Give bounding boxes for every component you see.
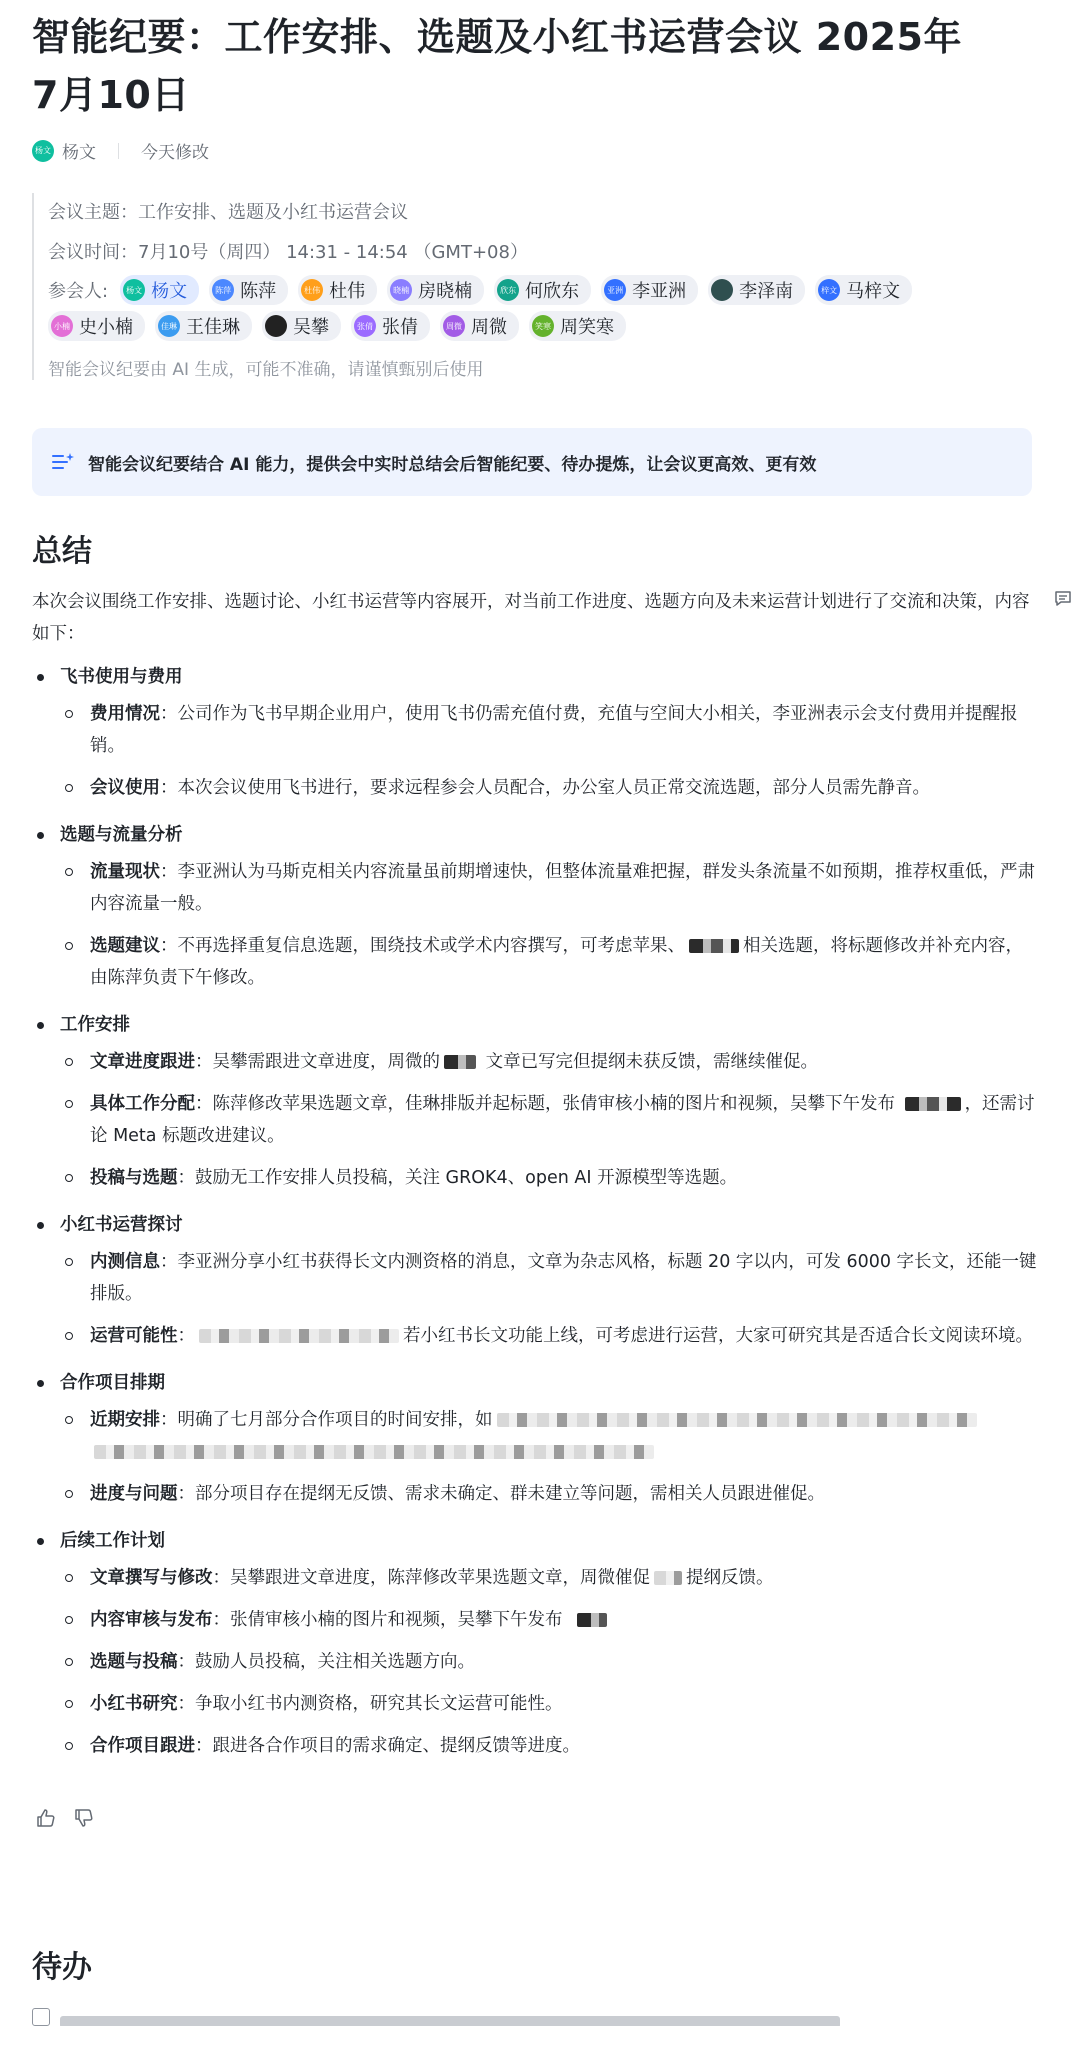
attendee-avatar: 亚洲 — [604, 279, 626, 301]
attendee-avatar: 杜伟 — [301, 279, 323, 301]
list-item: 选题建议：不再选择重复信息选题，围绕技术或学术内容撰写，可考虑苹果、 相关选题，将标题修改并补充内容，由陈萍负责下午修改。 — [60, 930, 1040, 994]
attendee-name: 杜伟 — [329, 281, 366, 302]
attendee-avatar: 陈萍 — [212, 279, 234, 301]
attendee-chip[interactable] — [155, 311, 252, 341]
attendee-chip[interactable] — [529, 311, 626, 341]
attendee-chip[interactable] — [440, 311, 519, 341]
attendee-avatar — [265, 315, 287, 337]
modified-time: 今天修改 — [141, 143, 209, 163]
meeting-info — [32, 193, 1048, 380]
redacted-text — [94, 1445, 654, 1459]
section-partner-projects: 合作项目排期 近期安排：明确了七月部分合作项目的时间安排，如 进度与问题：部分项目存在提纲无反馈、需求未确定、群未建立等问题，需相关人员跟进催促。 — [32, 1362, 1048, 1510]
attendee-name: 李泽南 — [739, 281, 794, 302]
thumbs-down-icon[interactable] — [74, 1808, 94, 1828]
attendee-name: 马梓文 — [846, 281, 901, 302]
attendee-name: 史小楠 — [79, 317, 133, 338]
summary-intro: 本次会议围绕工作安排、选题讨论、小红书运营等内容展开，对当前工作进度、选题方向及未来运营计划进行了交流和决策，内容如下： — [32, 586, 1032, 650]
redacted-text — [689, 939, 739, 953]
meeting-topic: 会议主题：工作安排、选题及小红书运营会议 — [48, 202, 408, 223]
redacted-text — [577, 1613, 607, 1627]
list-sparkle-icon — [52, 453, 74, 471]
attendee-list — [48, 275, 988, 341]
list-item: 会议使用：本次会议使用飞书进行，要求远程参会人员配合，办公室人员正常交流选题，部分人员需先静音。 — [60, 772, 1040, 804]
attendee-chip[interactable] — [298, 275, 377, 305]
redacted-text — [199, 1329, 399, 1343]
ai-disclaimer: 智能会议纪要由 AI 生成，可能不准确，请谨慎甄别后使用 — [48, 360, 484, 380]
attendee-name: 周微 — [471, 317, 507, 338]
attendee-avatar: 晓楠 — [390, 279, 412, 301]
attendee-name: 吴攀 — [293, 317, 329, 338]
attendee-name: 李亚洲 — [632, 281, 687, 302]
redacted-text — [654, 1571, 682, 1585]
attendee-avatar: 欣东 — [497, 279, 519, 301]
page-title — [32, 0, 1048, 124]
divider — [118, 143, 119, 159]
list-item: 小红书研究：争取小红书内测资格，研究其长文运营可能性。 — [60, 1688, 1040, 1720]
attendees-label: 参会人: — [48, 281, 109, 302]
byline — [32, 138, 1048, 163]
author-name[interactable]: 杨文 — [62, 143, 96, 163]
attendee-name: 周笑寒 — [560, 317, 614, 338]
attendee-chip[interactable] — [815, 275, 912, 305]
attendee-chip[interactable] — [209, 275, 288, 305]
attendee-chip[interactable] — [387, 275, 484, 305]
attendee-avatar: 小楠 — [51, 315, 73, 337]
todo-text-cut — [60, 2016, 840, 2026]
section-feishu-usage: 飞书使用与费用 费用情况：公司作为飞书早期企业用户，使用飞书仍需充值付费，充值与空间大小相关，李亚洲表示会支付费用并提醒报销。 会议使用：本次会议使用飞书进行，要求远程参会人员配合，办公室人员正常交流选题，部分人员需先静音。 — [32, 656, 1048, 804]
list-item: 具体工作分配：陈萍修改苹果选题文章，佳琳排版并起标题，张倩审核小楠的图片和视频，吴攀下午发布 ，还需讨论 Meta 标题改进建议。 — [60, 1088, 1040, 1152]
attendee-name: 张倩 — [382, 317, 418, 338]
list-item: 进度与问题：部分项目存在提纲无反馈、需求未确定、群未建立等问题，需相关人员跟进催促。 — [60, 1478, 1040, 1510]
list-item: 投稿与选题：鼓励无工作安排人员投稿，关注 GROK4、open AI 开源模型等选题。 — [60, 1162, 1040, 1194]
attendee-avatar: 梓文 — [818, 279, 840, 301]
redacted-text — [497, 1413, 977, 1427]
author-avatar[interactable]: 杨文 — [32, 140, 54, 162]
list-item: 流量现状：李亚洲认为马斯克相关内容流量虽前期增速快，但整体流量难把握，群发头条流量不如预期，推荐权重低，严肃内容流量一般。 — [60, 856, 1040, 920]
list-item: 内容审核与发布：张倩审核小楠的图片和视频，吴攀下午发布 — [60, 1604, 1040, 1636]
list-item: 选题与投稿：鼓励人员投稿，关注相关选题方向。 — [60, 1646, 1040, 1678]
attendee-chip[interactable] — [601, 275, 698, 305]
list-item: 文章撰写与修改：吴攀跟进文章进度，陈萍修改苹果选题文章，周微催促 提纲反馈。 — [60, 1562, 1040, 1594]
banner-text: 智能会议纪要结合 AI 能力，提供会中实时总结会后智能纪要、待办提炼，让会议更高效、更有效 — [88, 454, 817, 475]
attendee-avatar: 张倩 — [354, 315, 376, 337]
list-item: 内测信息：李亚洲分享小红书获得长文内测资格的消息，文章为杂志风格，标题 20 字以内，可发 6000 字长文，还能一键排版。 — [60, 1246, 1040, 1310]
attendee-chip[interactable] — [120, 275, 199, 305]
feedback-bar — [32, 1808, 1048, 1828]
attendee-avatar: 笑寒 — [532, 315, 554, 337]
attendee-chip[interactable] — [48, 311, 145, 341]
attendee-name: 王佳琳 — [186, 317, 240, 338]
summary-heading: 总结 — [32, 534, 92, 569]
list-item: 运营可能性： 若小红书长文功能上线，可考虑进行运营，大家可研究其是否适合长文阅读环境。 — [60, 1320, 1040, 1352]
thumbs-up-icon[interactable] — [36, 1808, 56, 1828]
attendee-chip[interactable] — [351, 311, 430, 341]
section-work-arrangement: 工作安排 文章进度跟进：吴攀需跟进文章进度，周微的 文章已写完但提纲未获反馈，需继续催促。 具体工作分配：陈萍修改苹果选题文章，佳琳排版并起标题，张倩审核小楠的图片和视频，吴攀下午发布 ，还需讨论 Meta 标题改进建议。 投稿与选题：鼓励无工作安排人员投稿，关注 GROK4、open AI 开源模型等选题。 — [32, 1004, 1048, 1194]
section-xiaohongshu: 小红书运营探讨 内测信息：李亚洲分享小红书获得长文内测资格的消息，文章为杂志风格，标题 20 字以内，可发 6000 字长文，还能一键排版。 运营可能性： 若小红书长文功能上线，可考虑进行运营，大家可研究其是否适合长文阅读环境。 — [32, 1204, 1048, 1352]
title-line-2: 7月10日 — [32, 73, 190, 117]
attendee-name: 房晓楠 — [418, 281, 473, 302]
comment-icon[interactable] — [1054, 590, 1072, 608]
todo-checkbox[interactable] — [32, 2008, 50, 2026]
section-follow-up: 后续工作计划 文章撰写与修改：吴攀跟进文章进度，陈萍修改苹果选题文章，周微催促 提纲反馈。 内容审核与发布：张倩审核小楠的图片和视频，吴攀下午发布 选题与投稿：鼓励人员投稿，关注相关选题方向。 小红书研究：争取小红书内测资格，研究其长文运营可能性。 合作项目跟进：跟进各合作项目的需求确定、提纲反馈等进度。 — [32, 1520, 1048, 1762]
attendee-chip[interactable] — [494, 275, 591, 305]
attendee-chip[interactable] — [262, 311, 341, 341]
attendee-name: 何欣东 — [525, 281, 580, 302]
attendee-name: 杨文 — [151, 281, 188, 302]
attendee-name: 陈萍 — [240, 281, 277, 302]
attendee-avatar — [711, 279, 733, 301]
list-item: 合作项目跟进：跟进各合作项目的需求确定、提纲反馈等进度。 — [60, 1730, 1040, 1762]
list-item: 费用情况：公司作为飞书早期企业用户，使用飞书仍需充值付费，充值与空间大小相关，李亚洲表示会支付费用并提醒报销。 — [60, 698, 1040, 762]
title-line-1: 智能纪要：工作安排、选题及小红书运营会议 2025年 — [32, 15, 962, 59]
list-item: 近期安排：明确了七月部分合作项目的时间安排，如 — [60, 1404, 1040, 1468]
attendee-avatar: 周微 — [443, 315, 465, 337]
todo-item-partial — [32, 2008, 1048, 2026]
attendee-chip[interactable] — [708, 275, 805, 305]
summary-sections — [32, 656, 1048, 1762]
redacted-text — [444, 1055, 476, 1069]
redacted-text — [905, 1097, 961, 1111]
section-topics-traffic: 选题与流量分析 流量现状：李亚洲认为马斯克相关内容流量虽前期增速快，但整体流量难把握，群发头条流量不如预期，推荐权重低，严肃内容流量一般。 选题建议：不再选择重复信息选题，围绕技术或学术内容撰写，可考虑苹果、 相关选题，将标题修改并补充内容，由陈萍负责下午修改。 — [32, 814, 1048, 994]
list-item: 文章进度跟进：吴攀需跟进文章进度，周微的 文章已写完但提纲未获反馈，需继续催促。 — [60, 1046, 1040, 1078]
attendee-avatar: 杨文 — [123, 279, 145, 301]
meeting-time: 会议时间：7月10号（周四） 14:31 - 14:54 （GMT+08） — [48, 242, 528, 263]
todo-heading: 待办 — [32, 1950, 92, 1985]
ai-feature-banner[interactable] — [32, 428, 1032, 496]
attendee-avatar: 佳琳 — [158, 315, 180, 337]
